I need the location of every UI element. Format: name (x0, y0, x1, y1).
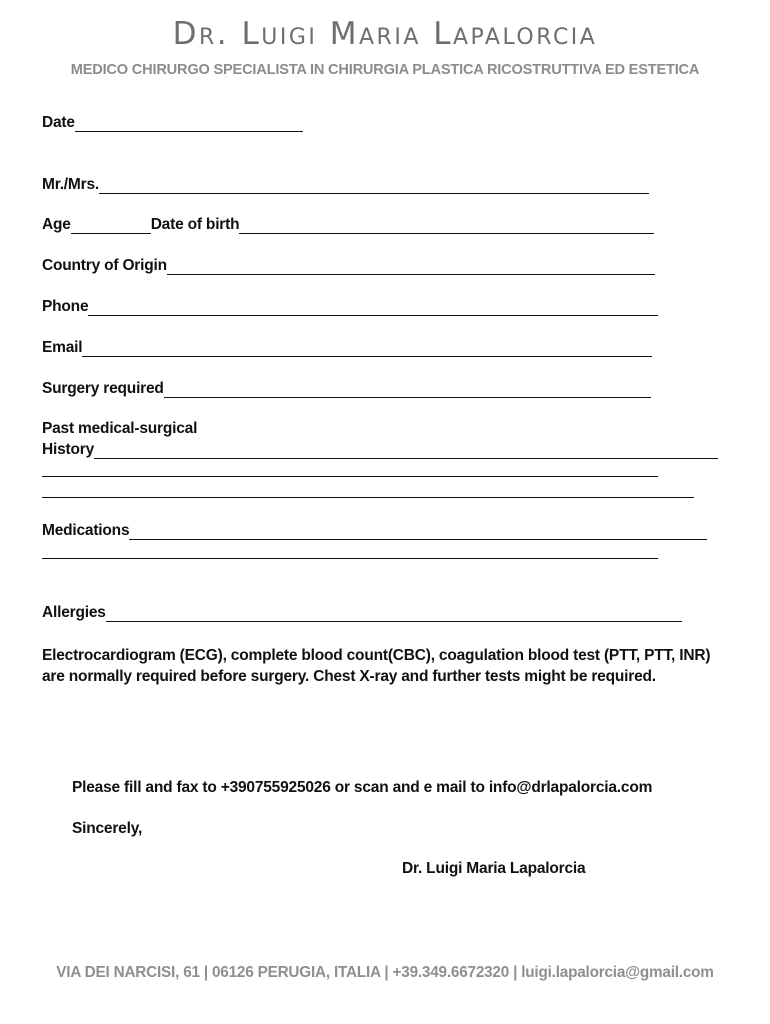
age-dob-field (42, 216, 654, 234)
surgery-label: Surgery required (42, 380, 164, 397)
allergies-label: Allergies (42, 604, 106, 621)
age-label: Age (42, 216, 71, 233)
medications-field (42, 522, 707, 540)
surgery-field (42, 380, 651, 398)
phone-label: Phone (42, 298, 89, 315)
medications-extra-line[interactable] (42, 558, 658, 559)
signature: Dr. Luigi Maria Lapalorcia (402, 860, 586, 877)
history-extra-line-1[interactable] (42, 476, 658, 477)
country-label: Country of Origin (42, 257, 167, 274)
date-input-line[interactable] (75, 117, 303, 132)
name-input-line[interactable] (99, 179, 649, 194)
age-input-line[interactable] (71, 219, 151, 234)
date-field (42, 114, 303, 132)
medications-label: Medications (42, 522, 130, 539)
history-label-1: Past medical-surgical (42, 420, 198, 437)
history-input-line[interactable] (94, 444, 718, 459)
country-field (42, 257, 655, 275)
name-field (42, 176, 649, 194)
history-extra-line-2[interactable] (42, 497, 694, 498)
email-input-line[interactable] (82, 342, 652, 357)
footer-contact: VIA DEI NARCISI, 61 | 06126 PERUGIA, ITALIA | +39.349.6672320 | luigi.lapalorcia@gmail.com (56, 964, 714, 981)
medications-input-line[interactable] (129, 525, 707, 540)
surgery-input-line[interactable] (164, 383, 651, 398)
specialty-subtitle: MEDICO CHIRURGO SPECIALISTA IN CHIRURGIA PLASTICA RICOSTRUTTIVA ED ESTETICA (70, 62, 700, 78)
allergies-input-line[interactable] (106, 607, 682, 622)
country-input-line[interactable] (167, 260, 655, 275)
fax-instructions: Please fill and fax to +390755925026 or scan and e mail to info@drlapalorcia.com (72, 779, 653, 796)
email-field (42, 339, 652, 357)
dob-input-line[interactable] (239, 219, 654, 234)
tests-note: Electrocardiogram (ECG), complete blood count(CBC), coagulation blood test (PTT, PTT, INR) are normally required before surgery. Chest X-ray and further tests might be required. (42, 647, 711, 685)
email-label: Email (42, 339, 83, 356)
history-label-line1 (42, 420, 197, 438)
name-label: Mr./Mrs. (42, 176, 99, 193)
closing: Sincerely, (72, 820, 143, 837)
history-label-2: History (42, 441, 95, 458)
dob-label: Date of birth (150, 216, 240, 233)
allergies-field (42, 604, 682, 622)
date-label: Date (42, 114, 75, 131)
history-field (42, 441, 718, 459)
doctor-name-heading: Dr. Luigi Maria Lapalorcia (172, 16, 598, 52)
phone-field (42, 298, 658, 316)
phone-input-line[interactable] (88, 301, 658, 316)
